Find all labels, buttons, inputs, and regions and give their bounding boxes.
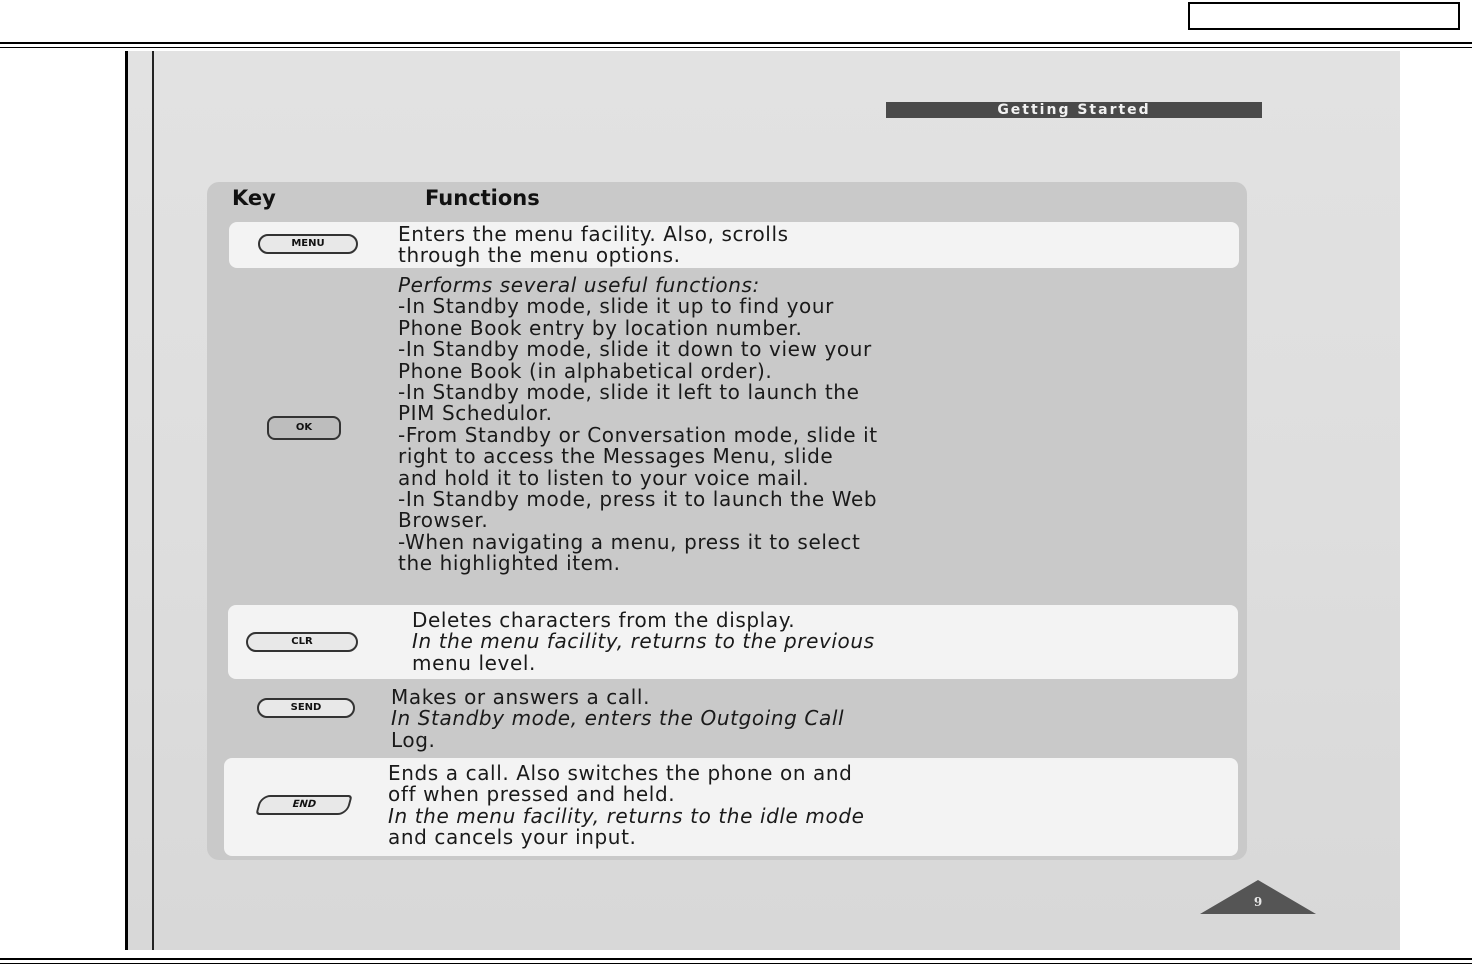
row-text-send: Makes or answers a call. In Standby mode, enters the Outgoing Call Log. [391,685,845,752]
page-binding-edge [152,51,154,950]
top-rule [0,42,1472,44]
top-rule-thin [0,47,1472,48]
page-left-edge [125,51,128,950]
send-key-icon: SEND [257,698,355,718]
ok-key-icon: OK [267,416,341,440]
clr-key-icon: CLR [246,632,358,652]
end-power-key-icon: END [255,795,352,815]
bottom-rule [0,958,1472,960]
row-text-clr: Deletes characters from the display. In the menu facility, returns to the previous menu level. [412,608,875,675]
column-header-functions: Functions [425,186,540,210]
bottom-rule-thin [0,963,1472,964]
header-box [1188,2,1460,30]
page-number: 9 [1253,895,1263,909]
row-text-menu: Enters the menu facility. Also, scrolls through the menu options. [398,222,789,268]
menu-key-icon: MENU [258,234,358,254]
section-label: Getting Started [886,102,1262,118]
column-header-key: Key [232,186,276,210]
row-text-ok: Performs several useful functions: -In Standby mode, slide it up to find your Phone Book entry by location number. -In Standby mode, slide it down to view your Phone Book (in alphabetical order). -In Standby mode, slide it left to launch the PIM Schedulor. -From Standby or Conversation mode, slide it right to access the Messages Menu, slide and hold it to listen to your voice mail. -In Standby mode, press it to launch the Web Browser. -When navigating a menu, press it to select the highlighted item. [398,273,878,576]
row-text-end: Ends a call. Also switches the phone on and off when pressed and held. In the menu facility, returns to the idle mode and cancels your input. [388,761,865,850]
